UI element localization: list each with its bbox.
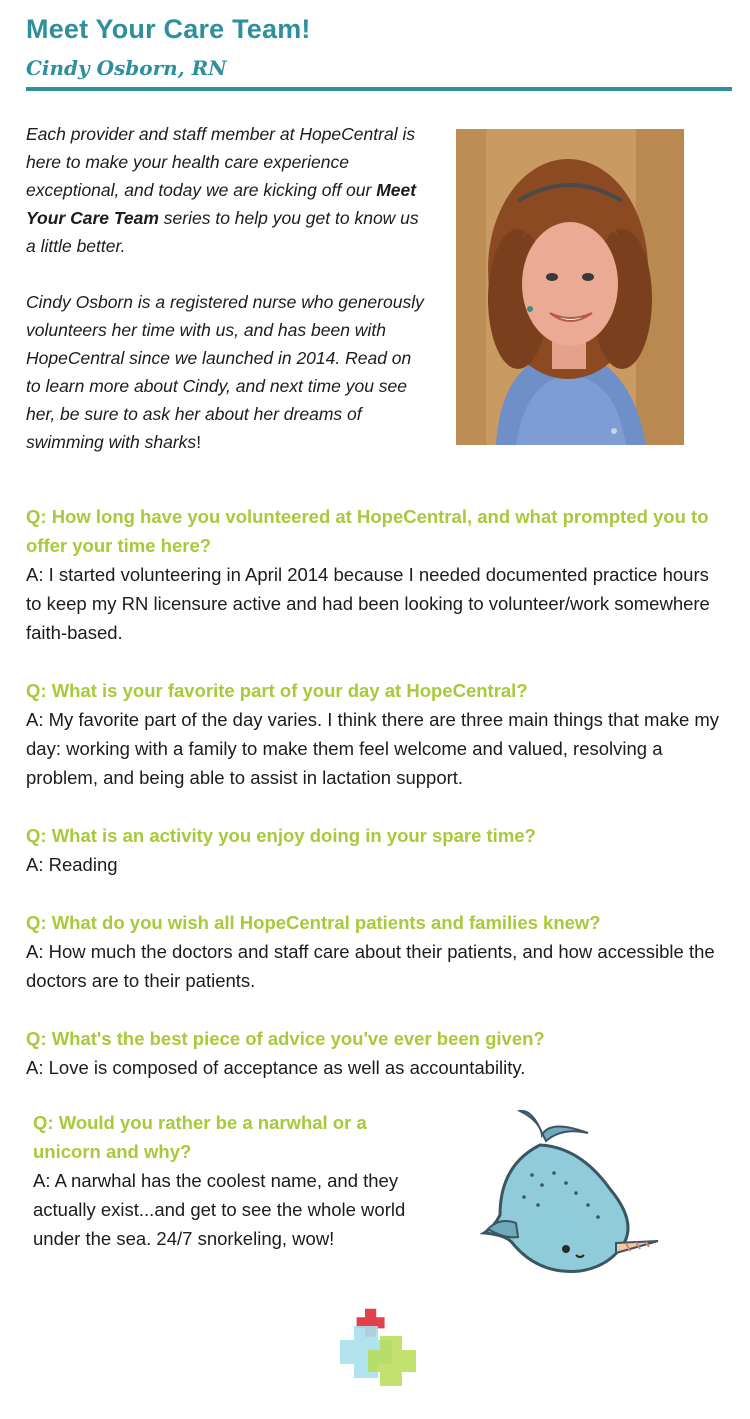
question: Q: What's the best piece of advice you've ever been given? bbox=[26, 1028, 545, 1049]
answer: A: Love is composed of acceptance as well as accountability. bbox=[26, 1057, 526, 1078]
answer: A: My favorite part of the day varies. I think there are three main things that make my day: working with a family to make them feel welcome and valued, resolving a problem, and being able to assist in lactation support. bbox=[26, 709, 720, 788]
question: Q: How long have you volunteered at HopeCentral, and what prompted you to offer your time here? bbox=[26, 506, 709, 556]
qa-item bbox=[33, 1108, 423, 1253]
answer: A: How much the doctors and staff care about their patients, and how accessible the doctors are to their patients. bbox=[26, 941, 715, 991]
qa-item bbox=[26, 502, 726, 647]
qa-item bbox=[26, 1024, 726, 1082]
narwhal-illustration bbox=[480, 1105, 660, 1285]
answer: A: Reading bbox=[26, 854, 118, 875]
intro-text bbox=[26, 120, 426, 456]
page-title: Meet Your Care Team! bbox=[26, 14, 311, 44]
series-name: Meet Your Care Team bbox=[26, 180, 417, 228]
answer: A: I started volunteering in April 2014 because I needed documented practice hours to keep my RN licensure active and had been looking to volunteer/work somewhere faith-based. bbox=[26, 564, 710, 643]
title-divider bbox=[26, 87, 732, 91]
qa-item bbox=[26, 676, 726, 792]
qa-item bbox=[26, 821, 726, 879]
staff-photo bbox=[456, 129, 684, 445]
intro-paragraph-1: Each provider and staff member at HopeCentral is here to make your health care experience exceptional, and today we are kicking off our Meet Your Care Team series to help you get to know us a little better. bbox=[26, 124, 419, 256]
hopecentral-logo bbox=[336, 1306, 418, 1386]
question: Q: Would you rather be a narwhal or a unicorn and why? bbox=[33, 1112, 367, 1162]
question: Q: What is your favorite part of your day at HopeCentral? bbox=[26, 680, 528, 701]
answer: A: A narwhal has the coolest name, and they actually exist...and get to see the whole world under the sea. 24/7 snorkeling, wow! bbox=[33, 1170, 406, 1249]
intro-paragraph-2: Cindy Osborn is a registered nurse who generously volunteers her time with us, and has been with HopeCentral since we launched in 2014. Read on to learn more about Cindy, and next time you see her, be sure to ask her about her dreams of swimming with sharks! bbox=[26, 292, 424, 452]
portrait-illustration bbox=[456, 129, 684, 445]
question: Q: What do you wish all HopeCentral patients and families knew? bbox=[26, 912, 601, 933]
qa-item bbox=[26, 908, 726, 995]
page-subtitle: Cindy Osborn, RN bbox=[26, 56, 227, 80]
question: Q: What is an activity you enjoy doing in your spare time? bbox=[26, 825, 536, 846]
